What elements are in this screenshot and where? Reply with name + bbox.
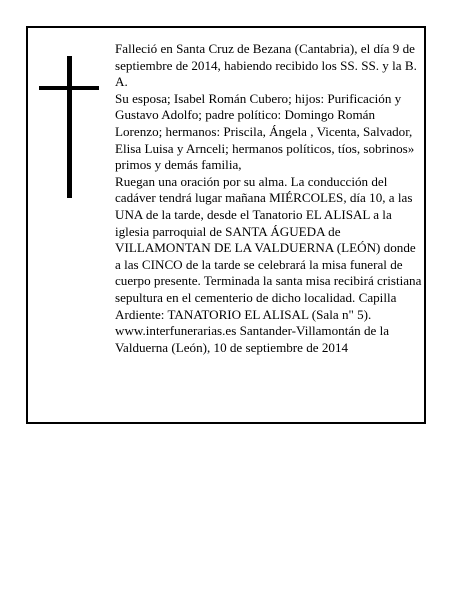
family-paragraph: Su esposa; Isabel Román Cubero; hijos: Purificación y Gustavo Adolfo; padre político: Domingo Román Lorenzo; hermanos: Priscila, Ángela , Vicenta, Salvador, Elisa Luisa y Arnceli; hermanos políticos, tíos, sobrinos» primos y demás familia, bbox=[115, 90, 415, 173]
cross-horizontal-bar bbox=[39, 86, 99, 90]
source-footer-paragraph: www.interfunerarias.es Santander-Villamontán de la Valduerna (León), 10 de septiembre de 2014 bbox=[115, 323, 390, 355]
obituary-notice bbox=[26, 26, 426, 424]
obituary-text bbox=[115, 41, 423, 356]
funeral-details-paragraph: Ruegan una oración por su alma. La conducción del cadáver tendrá lugar mañana MIÉRCOLES, día 10, a las UNA de la tarde, desde el Tanatorio EL ALISAL a la iglesia parroquial de SANTA ÁGUEDA de VILLAMONTAN DE LA VALDUERNA (LEÓN) donde a las CINCO de la tarde se celebrará la misa funeral de cuerpo presente. Terminada la santa misa recibirá cristiana sepultura en el cementerio de dicho localidad. Capilla Ardiente: TANATORIO EL ALISAL (Sala n" 5). bbox=[115, 173, 422, 322]
cross-vertical-bar bbox=[67, 56, 72, 198]
death-announcement-paragraph: Falleció en Santa Cruz de Bezana (Cantabria), el día 9 de septiembre de 2014, habiendo recibido los SS. SS. y la B. A. bbox=[115, 41, 417, 90]
